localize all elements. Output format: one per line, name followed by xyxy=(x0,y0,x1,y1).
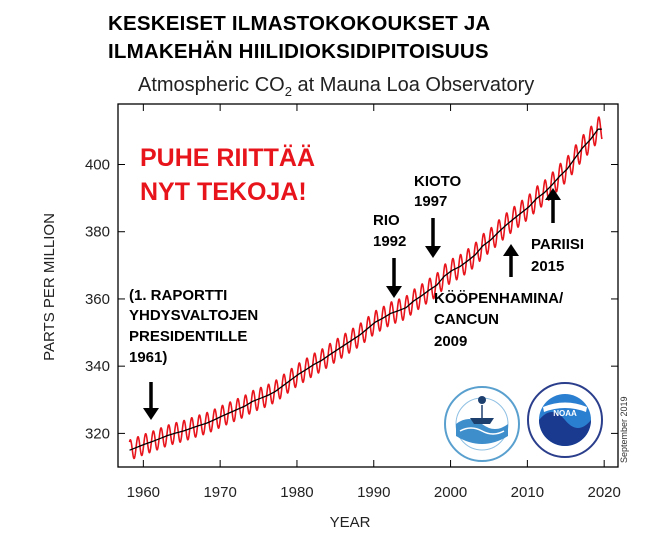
x-tick-label: 1980 xyxy=(280,484,314,501)
x-tick-label: 2010 xyxy=(510,484,545,501)
arrow-rio-head xyxy=(386,286,402,298)
date-note: September 2019 xyxy=(619,396,629,463)
y-axis-title: PARTS PER MILLION xyxy=(41,213,58,361)
annotation-1961-line-2: YHDYSVALTOJEN xyxy=(129,307,259,324)
annotation-1961-line-4: 1961) xyxy=(129,349,168,366)
annotation-1961-line-3: PRESIDENTILLE xyxy=(129,328,248,345)
annotation-paris-line-2: 2015 xyxy=(531,258,565,275)
y-tick-label: 360 xyxy=(84,290,110,308)
annotation-copenhagen-line-1: KÖÖPENHAMINA/ xyxy=(434,290,564,307)
headline-line-1: KESKEISET ILMASTOKOKOUKSET JA xyxy=(108,12,491,35)
y-tick-label: 400 xyxy=(84,156,110,174)
y-tick-label: 320 xyxy=(84,425,110,443)
arrow-1961-head xyxy=(143,408,159,420)
arrow-rio xyxy=(386,258,402,298)
x-tick-label: 2020 xyxy=(587,484,621,501)
noaa-logo xyxy=(528,383,602,457)
arrow-copenhagen-head xyxy=(503,244,519,256)
annotation-kioto-line-2: 1997 xyxy=(414,193,448,210)
x-tick-label: 1970 xyxy=(203,484,237,501)
annotation-copenhagen-line-3: 2009 xyxy=(434,333,468,350)
annotation-copenhagen-line-2: CANCUN xyxy=(434,311,499,328)
noaa-research-logo xyxy=(445,387,519,461)
annotation-rio-line-1: RIO xyxy=(373,212,400,229)
chart-title-subscript: 2 xyxy=(284,84,292,99)
slogan-line-2: NYT TEKOJA! xyxy=(140,178,307,206)
arrow-kioto xyxy=(425,218,441,258)
annotation-rio-line-2: 1992 xyxy=(373,233,407,250)
slogan-line-1: PUHE RIITTÄÄ xyxy=(140,144,315,172)
arrow-1961 xyxy=(143,382,159,420)
y-tick-label: 340 xyxy=(84,358,110,376)
x-tick-label: 1990 xyxy=(357,484,391,501)
x-tick-label: 1960 xyxy=(126,484,161,501)
annotation-1961-line-1: (1. RAPORTTI xyxy=(129,287,228,304)
annotation-kioto-line-1: KIOTO xyxy=(414,173,462,190)
headline-line-2: ILMAKEHÄN HIILIDIOKSIDIPITOISUUS xyxy=(108,40,489,63)
noaa-logo-text: NOAA xyxy=(553,409,577,418)
x-axis-title: YEAR xyxy=(329,514,371,531)
x-tick-label: 2000 xyxy=(433,484,468,501)
annotation-paris-line-1: PARIISI xyxy=(531,236,585,253)
arrow-copenhagen xyxy=(503,244,519,277)
y-tick-label: 380 xyxy=(84,223,110,241)
chart-title-prefix: Atmospheric CO xyxy=(138,74,285,96)
arrow-kioto-head xyxy=(425,246,441,258)
chart-title-suffix: at Mauna Loa Observatory xyxy=(291,74,535,96)
